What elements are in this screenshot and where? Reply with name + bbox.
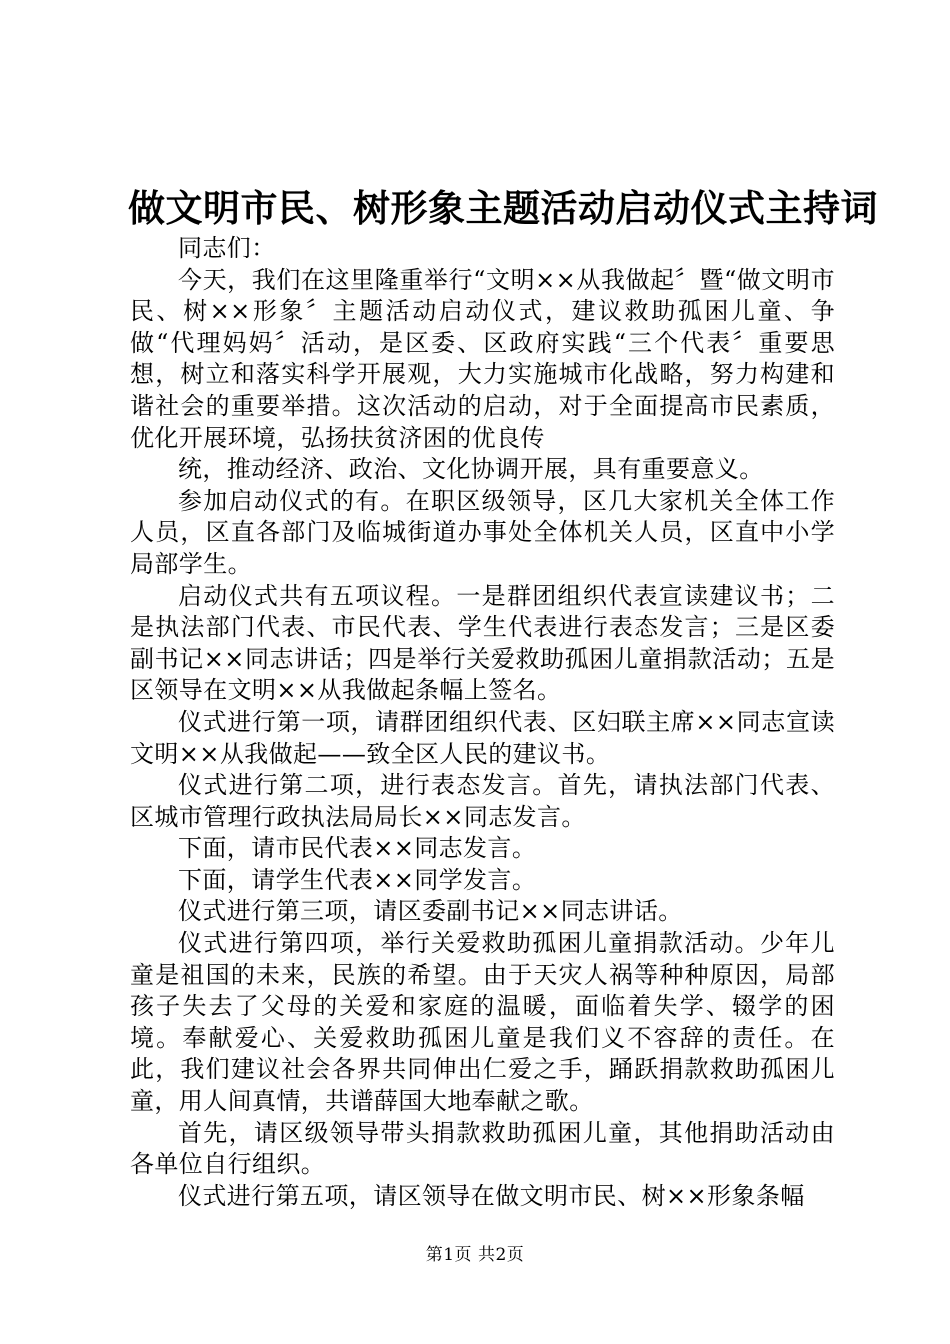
paragraph-greeting: 同志们： <box>178 234 276 262</box>
paragraph-opening-continued: 统，推动经济、政治、文化协调开展，具有重要意义。 <box>178 455 764 484</box>
paragraph-agenda: 启动仪式共有五项议程。一是群团组织代表宣读建议书；二是执法部门代表、市民代表、学生代表进行表态发言；三是区委副书记××同志讲话；四是举行关爱救助孤困儿童捐款活动；五是区领导在文明××从我做起条幅上签名。 <box>130 581 835 705</box>
paragraph-donation: 首先，请区级领导带头捐款救助孤困儿童，其他捐助活动由各单位自行组织。 <box>130 1118 835 1179</box>
document-body <box>130 233 835 1212</box>
paragraph-citizen-speech: 下面，请市民代表××同志发言。 <box>178 834 537 863</box>
document-title: 做文明市民、树形象主题活动启动仪式主持词 <box>128 187 878 230</box>
paragraph-item-two: 仪式进行第二项，进行表态发言。首先，请执法部门代表、区城市管理行政执法局局长××同志发言。 <box>130 771 835 831</box>
paragraph-opening: 今天，我们在这里隆重举行“文明××从我做起〞暨“做文明市民、树××形象〞主题活动启动仪式，建议救助孤困儿童、争做“代理妈妈〞活动，是区委、区政府实践“三个代表〞重要思想，树立和落实科学开展观，大力实施城市化战略，努力构建和谐社会的重要举措。这次活动的启动，对于全面提高市民素质，优化开展环境，弘扬扶贫济困的优良传 <box>130 265 835 452</box>
paragraph-item-one: 仪式进行第一项，请群团组织代表、区妇联主席××同志宣读文明××从我做起——致全区人民的建议书。 <box>130 707 835 768</box>
paragraph-item-five: 仪式进行第五项，请区领导在做文明市民、树××形象条幅 <box>178 1181 805 1210</box>
page-footer: 第1页 共2页 <box>425 1245 525 1265</box>
paragraph-student-speech: 下面，请学生代表××同学发言。 <box>178 865 537 894</box>
paragraph-item-three: 仪式进行第三项，请区委副书记××同志讲话。 <box>178 897 683 926</box>
paragraph-attendees: 参加启动仪式的有。在职区级领导，区几大家机关全体工作人员，区直各部门及临城街道办事处全体机关人员，区直中小学局部学生。 <box>130 486 835 578</box>
paragraph-item-four: 仪式进行第四项，举行关爱救助孤困儿童捐款活动。少年儿童是祖国的未来，民族的希望。由于天灾人祸等种种原因，局部孩子失去了父母的关爱和家庭的温暖，面临着失学、辍学的困境。奉献爱心、关爱救助孤困儿童是我们义不容辞的责任。在此，我们建议社会各界共同伸出仁爱之手，踊跃捐款救助孤困儿童，用人间真情，共谱薛国大地奉献之歌。 <box>130 929 835 1116</box>
